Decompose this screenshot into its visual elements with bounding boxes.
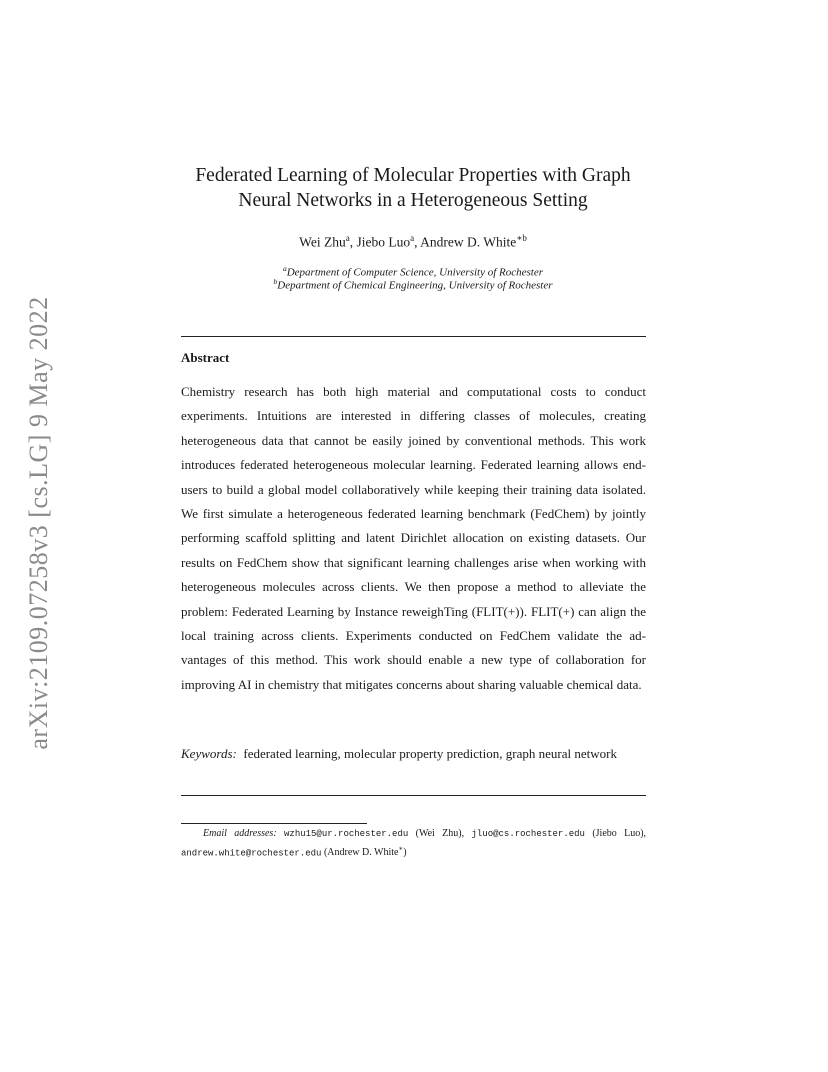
author-name: Wei Zhu <box>299 234 346 250</box>
paper-title-line-1: Federated Learning of Molecular Properties with Graph <box>195 165 631 186</box>
email-owner <box>324 847 407 858</box>
email-address: jluo@cs.rochester.edu <box>471 829 585 839</box>
affiliation-mark: b <box>273 277 278 286</box>
abstract-top-rule <box>181 336 646 337</box>
author-name: Andrew D. White <box>420 234 517 250</box>
author-list <box>150 233 676 251</box>
arxiv-identifier-stamp <box>14 285 64 760</box>
keywords-label: Keywords: <box>181 746 237 761</box>
abstract-heading: Abstract <box>181 350 230 365</box>
keywords-text: federated learning, molecular property prediction, graph neural network <box>243 746 617 761</box>
author-separator: , <box>349 234 357 250</box>
author-affiliation-mark: a <box>410 233 415 243</box>
affiliation-text: Department of Computer Science, University of Rochester <box>286 266 544 279</box>
paper-title-line-2: Neural Networks in a Heterogeneous Setting <box>238 190 588 211</box>
arxiv-identifier-text: arXiv:2109.07258v3 [cs.LG] 9 May 2022 <box>24 295 53 750</box>
email-footnote <box>181 826 646 861</box>
email-owner: (Jiebo Luo), <box>592 828 647 839</box>
keywords <box>181 742 646 766</box>
affiliation <box>150 277 676 292</box>
abstract-bottom-rule <box>181 795 646 796</box>
abstract-text: Chemistry research has both high material and computational costs to conduct experiments. Intuitions are interested in differing classes of molecules, creating heterogeneous data that cannot be easily joined by conventional methods. This work introduces federated heterogeneous molecular learning. Federated learning allows end-users to build a global model collaboratively while keeping their training data isolated. We first simulate a heterogeneous federated learning benchmark (FedChem) by jointly performing scaffold splitting and latent Dirichlet allocation on existing datasets. Our results on FedChem show that significant learning challenges arise when working with heterogeneous molecules across clients. We then propose a method to alleviate the problem: Federated Learning by Instance reweighTing (FLIT(+)). FLIT(+) can align the local training across clients. Experiments conducted on FedChem validate the advantages of this method. This work should enable a new type of collaboration for improving AI in chemistry that mitigates concerns about sharing valuable chemical data. <box>181 384 646 692</box>
email-address: andrew.white@rochester.edu <box>181 848 322 859</box>
author-separator: , <box>414 234 421 250</box>
affiliation-text: Department of Chemical Engineering, University of Rochester <box>277 279 553 292</box>
email-owner: (Wei Zhu), <box>415 828 465 839</box>
footnote-label: Email addresses: <box>203 828 277 839</box>
email-address: wzhu15@ur.rochester.edu <box>284 829 409 839</box>
paper-title <box>150 163 676 213</box>
author-affiliation-mark: a <box>345 233 350 243</box>
corresponding-author-mark: ∗ <box>398 845 404 853</box>
affiliation-mark: a <box>282 264 287 273</box>
author-name: Jiebo Luo <box>356 234 411 250</box>
footnote-rule <box>181 823 367 824</box>
email-owner-name: (Andrew D. White <box>323 847 399 859</box>
author-affiliation-mark: ∗b <box>516 233 527 243</box>
email-owner-close: ) <box>403 847 407 859</box>
